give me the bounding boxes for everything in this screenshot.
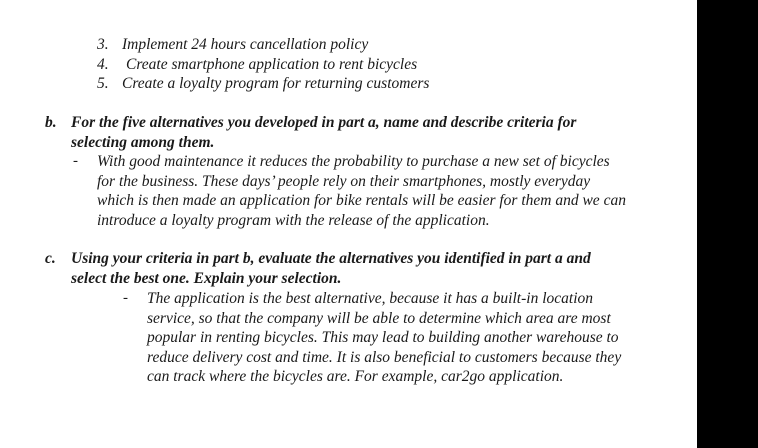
question-c-bullet: - [123,290,128,306]
question-c-answer [147,289,621,387]
window-edge-black-panel [697,0,758,448]
answer-line: The application is the best alternative, because it has a built-in location [147,290,593,307]
answer-line: reduce delivery cost and time. It is also beneficial to customers because they [147,348,622,366]
answer-line: service, so that the company will be able to determine which area are most [147,309,611,327]
question-b-line: For the five alternatives you developed in part a, name and describe criteria for [71,114,577,131]
answer-line: introduce a loyalty program with the release of the application. [97,211,490,229]
list-item-text: Create smartphone application to rent bicycles [126,56,418,73]
list-item-text: Implement 24 hours cancellation policy [122,36,369,53]
answer-line: for the business. These days’ people rely on their smartphones, mostly everyday [97,172,591,190]
question-b-bullet: - [73,153,78,169]
question-b-letter: b. [45,114,57,131]
answer-line: popular in renting bicycles. This may lead to building another warehouse to [147,329,619,346]
list-item-text: Create a loyalty program for returning customers [122,75,430,92]
list-item-number: 5. [97,75,109,92]
question-c-letter: c. [45,250,56,267]
question-b-text [71,113,576,152]
question-b-line: selecting among them. [71,133,215,151]
question-c-text [71,249,591,288]
answer-line: With good maintenance it reduces the probability to purchase a new set of bicycles [97,153,610,170]
answer-line: can track where the bicycles are. For example, car2go application. [147,368,564,385]
question-b-answer [97,152,626,230]
question-c-line: select the best one. Explain your selection. [71,269,342,287]
list-item-number: 4. [97,56,109,73]
list-item-number: 3. [97,36,109,53]
answer-line: which is then made an application for bike rentals will be easier for them and we can [97,192,626,209]
question-c-line: Using your criteria in part b, evaluate the alternatives you identified in part a and [71,250,591,267]
